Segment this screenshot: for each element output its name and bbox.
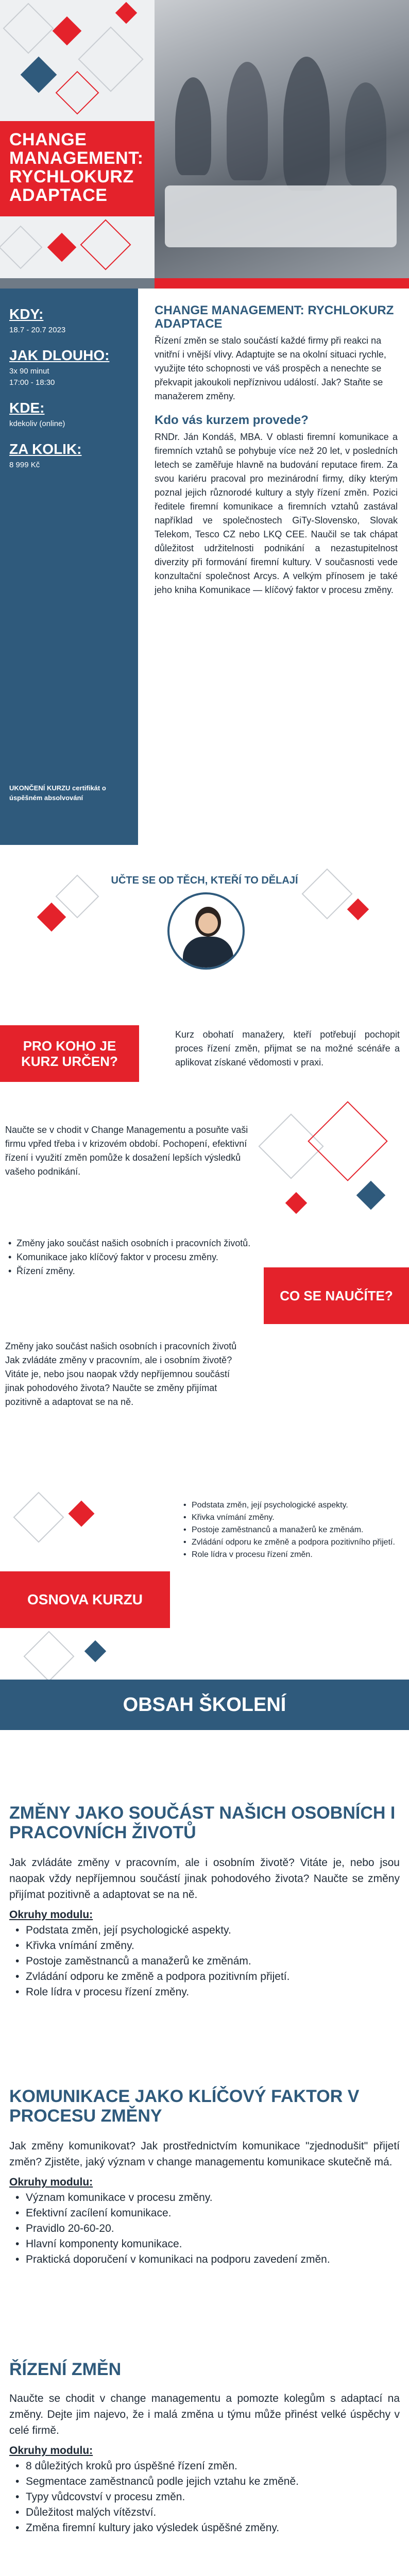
duration-value: 3x 90 minut (9, 367, 49, 376)
module-text: Jak zvládáte změny v pracovním, ale i osobním životě? Vitáte je, nebo jsou naopak vždy nepříjemnou součástí jinak pohodového života? Naučte se změny přijímat pozitivně a adaptovat se na ně. (9, 1857, 400, 1901)
module-item: • Význam komunikace v procesu změny. (9, 2190, 400, 2206)
learn-intro: Naučte se v chodit v Change Managementu a posuňte vaši firmu vpřed třeba i v krizovém období. Pochopení, efektivní řízení i využití změn pomůže k dosažení lepších výsledků vašeho podnikání. (5, 1125, 248, 1177)
intro-section (155, 304, 398, 597)
module-text: Naučte se chodit v change managementu a pomozte kolegům s adaptací na změny. Dejte jim najevo, že i malá změna u týmu může přinést velké úspěchy v celé firmě. (9, 2393, 400, 2436)
module-item: • Efektivní zacílení komunikace. (9, 2206, 400, 2221)
outline-list (180, 1499, 397, 1561)
content-band: OBSAH ŠKOLENÍ (0, 1680, 409, 1730)
learn-label: CO SE NAUČÍTE? (264, 1267, 409, 1324)
lector-title: Kdo vás kurzem provede? (155, 413, 309, 427)
module-item: • Změna firemní kultury jako výsledek úspěšné změny. (9, 2520, 400, 2536)
module-item: • Segmentace zaměstnanců podle jejich vztahu ke změně. (9, 2474, 400, 2489)
learn-list (5, 1236, 258, 1278)
where-label: KDE: (9, 400, 45, 416)
learn-item: • Komunikace jako klíčový faktor v procesu změny. (5, 1250, 258, 1264)
learn-detail: Změny jako součást našich osobních i pracovních životů Jak zvládáte změny v pracovním, ale i osobním životě? Vitáte je, nebo jsou naopak vždy nepříjemnou součástí jinak pohodového života? Naučte se změny přijímat pozitivně a adaptovat se na ně. (5, 1341, 237, 1407)
who-text: Kurz obohatí manažery, kteří potřebují pochopit proces řízení změn, přijmat se na možné scénáře a aplikovat získané vědomosti v praxi. (175, 1029, 400, 1067)
module-item: • Typy vůdcovství v procesu změn. (9, 2489, 400, 2505)
duration-label: JAK DLOUHO: (9, 347, 110, 363)
module-item: • Podstata změn, její psychologické aspekty. (9, 1923, 400, 1938)
module-item: • Postoje zaměstnanců a manažerů ke změnám. (9, 1954, 400, 1969)
learn-item: • Změny jako součást našich osobních i pracovních životů. (5, 1236, 258, 1250)
module-item: • Praktická doporučení v komunikaci na podporu zavedení změn. (9, 2252, 400, 2267)
module-list (9, 1923, 400, 2000)
module-title: KOMUNIKACE JAKO KLÍČOVÝ FAKTOR V PROCESU ZMĚNY (9, 2087, 360, 2126)
speaker-title: UČTE SE OD TĚCH, KTEŘÍ TO DĚLAJÍ (111, 875, 298, 886)
where-value: kdekoliv (online) (9, 419, 65, 428)
intro-title: CHANGE MANAGEMENT: RYCHLOKURZ ADAPTACE (155, 303, 394, 331)
when-label: KDY: (9, 306, 44, 322)
module-item: • Hlavní komponenty komunikace. (9, 2236, 400, 2252)
hero-photo (155, 0, 409, 278)
module-body (9, 1855, 400, 2000)
price-label: ZA KOLIK: (9, 441, 82, 457)
speaker-avatar (167, 892, 245, 970)
module-item: • Křivka vnímání změny. (9, 1938, 400, 1954)
hero-section (0, 0, 409, 289)
lector-text: RNDr. Ján Kondáš, MBA. V oblasti firemní komunikace a firemních vztahů se pohybuje více než 20 let, v posledních letech se zaměřuje hlavně na budování reputace firem. Za svou kariéru pracoval pro mezinárodní firmy, díky kterým poznal jejich různorodé kultury a styly řízení změn. Pozici ředitele firemní komunikace a firemních vztahů zastával například ve společnostech GiTy-Slovensko, Slovak Telekom, Tesco CZ nebo LKQ CEE. Naučil se tak chápat důležitost udržitelnosti podnikání a nezastupitelnost diverzity při formování firemní kultury. V současnosti vede konzultační společnost Arcys. A velkým přínosem je také jeho kniha Komunikace — klíčový faktor v procesu změny. (155, 432, 398, 595)
module-item: • Role lídra v procesu řízení změny. (9, 1985, 400, 2000)
module-label: Okruhy modulu: (9, 1909, 93, 1921)
outline-item: • Podstata změn, její psychologické aspekty. (180, 1499, 397, 1512)
module-title: ŘÍZENÍ ZMĚN (9, 2360, 122, 2379)
speaker-section (0, 860, 409, 994)
outline-item: • Křivka vnímání změny. (180, 1512, 397, 1524)
certificate-note: UKONČENÍ KURZU certifikát o úspěšném absolvování (9, 784, 106, 802)
module-label: Okruhy modulu: (9, 2445, 93, 2456)
duration-time: 17:00 - 18:30 (9, 378, 55, 387)
hero-title: CHANGE MANAGEMENT: RYCHLOKURZ ADAPTACE (9, 130, 144, 205)
hero-title-box (0, 121, 155, 216)
module-item: • Důležitost malých vítězství. (9, 2505, 400, 2520)
hero-red-bar (155, 278, 409, 289)
intro-text: Řízení změn se stalo součástí každé firmy při reakci na vnitřní i vnější vlivy. Adaptujte se na okolní situaci rychle, využijte této schopnosti ve váš prospěch a nenechte se překvapit jakoukoli nepříznivou událostí. Jak? Staňte se manažerem změny. (155, 335, 386, 401)
outline-item: • Role lídra v procesu řízení změn. (180, 1549, 397, 1561)
module-list (9, 2459, 400, 2536)
learn-item: • Řízení změny. (5, 1264, 258, 1278)
when-value: 18.7 - 20.7 2023 (9, 326, 66, 334)
price-value: 8 999 Kč (9, 461, 40, 469)
outline-item: • Zvládání odporu ke změně a podpora pozitivního přijetí. (180, 1536, 397, 1549)
module-item: • Zvládání odporu ke změně a podpora pozitivním přijetí. (9, 1969, 400, 1985)
module-label: Okruhy modulu: (9, 2176, 93, 2188)
module-item: • Pravidlo 20-60-20. (9, 2221, 400, 2236)
module-body (9, 2391, 400, 2536)
module-title: ZMĚNY JAKO SOUČÁST NAŠICH OSOBNÍCH I PRACOVNÍCH ŽIVOTŮ (9, 1803, 396, 1842)
who-label: PRO KOHO JE KURZ URČEN? (0, 1025, 139, 1082)
module-body (9, 2138, 400, 2267)
module-list (9, 2190, 400, 2267)
outline-item: • Postoje zaměstnanců a manažerů ke změnám. (180, 1524, 397, 1536)
module-text: Jak změny komunikovat? Jak prostřednictvím komunikace "zjednodušit" přijetí změn? Zjistěte, jaký význam v change managementu komunikace skutečně má. (9, 2140, 400, 2168)
outline-label: OSNOVA KURZU (0, 1571, 170, 1628)
info-sidebar (0, 289, 138, 845)
module-item: • 8 důležitých kroků pro úspěšné řízení změn. (9, 2459, 400, 2474)
